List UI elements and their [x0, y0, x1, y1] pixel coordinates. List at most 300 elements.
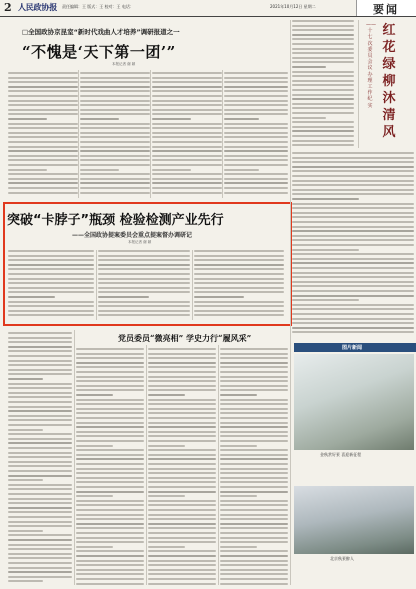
text-line [148, 394, 185, 396]
text-line [76, 431, 144, 433]
text-line [98, 282, 190, 284]
text-line [224, 141, 288, 143]
text-line [224, 95, 288, 97]
text-line [292, 230, 414, 232]
text-line [220, 426, 288, 428]
text-line [194, 250, 284, 252]
text-line [98, 250, 190, 252]
text-line [220, 491, 288, 493]
text-line [148, 486, 216, 488]
text-line [292, 249, 359, 251]
text-line [80, 86, 150, 88]
text-line [8, 498, 72, 500]
text-line [80, 182, 150, 184]
text-line [292, 331, 414, 333]
text-line [80, 118, 119, 120]
text-line [148, 477, 216, 479]
text-line [292, 71, 354, 73]
text-line [152, 132, 222, 134]
text-line [8, 539, 72, 541]
text-line [8, 507, 72, 509]
text-line [224, 150, 288, 152]
text-line [76, 518, 144, 520]
text-line [8, 77, 78, 79]
text-line [292, 126, 354, 128]
text-line [152, 100, 222, 102]
text-line [8, 392, 72, 394]
text-line [194, 255, 284, 257]
text-line [194, 278, 284, 280]
text-line [8, 479, 43, 481]
text-line [152, 123, 222, 125]
text-line [8, 511, 72, 513]
text-line [220, 514, 288, 516]
text-line [148, 500, 216, 502]
text-line [148, 514, 216, 516]
text-line [76, 527, 144, 529]
text-line [224, 86, 288, 88]
text-line [292, 272, 414, 274]
text-line [152, 81, 222, 83]
text-line [224, 90, 288, 92]
text-line [148, 573, 216, 575]
text-line [292, 290, 414, 292]
text-line [152, 155, 222, 157]
text-line [220, 518, 288, 520]
text-line [152, 113, 222, 115]
text-line [76, 481, 144, 483]
text-line [80, 100, 150, 102]
text-line [152, 77, 222, 79]
sidebar-vertical-subtitle: ——十七次委员会议办理工作纪实 [366, 22, 376, 109]
text-line [292, 140, 354, 142]
text-line [224, 109, 288, 111]
text-line [76, 532, 144, 534]
text-line [292, 308, 414, 310]
featured-article-byline: 本报记者 谢 颖 [128, 240, 152, 244]
text-line [8, 419, 72, 421]
text-line [220, 454, 288, 456]
text-line [148, 509, 216, 511]
text-line [8, 259, 94, 261]
column-separator [78, 70, 79, 198]
text-line [220, 449, 288, 451]
text-line [292, 189, 414, 191]
text-line [292, 57, 354, 59]
text-line [152, 136, 222, 138]
text-line [76, 514, 144, 516]
text-line [292, 322, 414, 324]
news-photo-2 [294, 486, 414, 554]
text-line [220, 458, 288, 460]
text-line [220, 541, 288, 543]
text-line [292, 135, 354, 137]
text-line [152, 141, 222, 143]
text-line [292, 117, 326, 119]
text-line [148, 578, 216, 580]
text-line [224, 192, 288, 194]
text-line [8, 475, 72, 477]
text-line [98, 255, 190, 257]
text-line [148, 541, 216, 543]
text-line [292, 239, 414, 241]
text-line [8, 310, 94, 312]
text-line [8, 387, 72, 389]
text-line [224, 132, 288, 134]
text-line [8, 95, 78, 97]
text-line [292, 130, 354, 132]
text-line [148, 491, 216, 493]
text-line [152, 72, 222, 74]
text-line [8, 159, 78, 161]
text-line [224, 155, 288, 157]
text-line [292, 94, 354, 96]
text-line [292, 262, 414, 264]
header-date: 2021年10月12日 星期二 [270, 4, 316, 9]
text-line [80, 90, 150, 92]
column-separator [74, 330, 75, 585]
text-line [224, 118, 259, 120]
text-line [8, 164, 78, 166]
text-line [8, 113, 78, 115]
text-line [148, 422, 216, 424]
text-line [220, 348, 288, 350]
text-line [148, 389, 216, 391]
text-line [80, 127, 150, 129]
text-line [292, 216, 414, 218]
text-line [220, 353, 288, 355]
text-line [152, 164, 222, 166]
text-line [220, 532, 288, 534]
text-line [80, 132, 150, 134]
text-line [292, 313, 414, 315]
text-line [8, 169, 47, 171]
featured-article-subtitle: ——全国政协提案委员会重点提案督办调研记 [72, 232, 193, 239]
text-line [292, 207, 414, 209]
text-line [148, 454, 216, 456]
text-line [8, 123, 78, 125]
text-line [76, 569, 144, 571]
text-line [8, 182, 78, 184]
text-line [80, 155, 150, 157]
text-line [224, 169, 259, 171]
text-line [8, 396, 72, 398]
text-line [220, 555, 288, 557]
text-line [8, 576, 72, 578]
text-line [76, 371, 144, 373]
text-line [224, 159, 288, 161]
text-line [194, 287, 284, 289]
text-line [76, 546, 113, 548]
text-line [220, 366, 288, 368]
section-tab[interactable] [356, 0, 416, 16]
text-line [224, 146, 288, 148]
text-line [292, 267, 414, 269]
text-line [292, 180, 414, 182]
text-line [80, 150, 150, 152]
text-line [292, 84, 354, 86]
text-line [8, 553, 72, 555]
text-line [292, 276, 414, 278]
text-line [8, 452, 72, 454]
text-line [8, 86, 78, 88]
text-line [220, 385, 288, 387]
text-line [8, 424, 72, 426]
text-line [8, 502, 72, 504]
text-line [292, 61, 354, 63]
text-line [76, 509, 144, 511]
text-line [148, 560, 216, 562]
text-line [292, 29, 354, 31]
text-line [76, 477, 144, 479]
text-line [220, 504, 288, 506]
text-line [224, 136, 288, 138]
text-line [292, 20, 354, 22]
text-line [8, 150, 78, 152]
text-line [76, 366, 144, 368]
text-line [76, 555, 144, 557]
text-line [148, 412, 216, 414]
text-line [152, 182, 222, 184]
text-line [98, 310, 190, 312]
text-line [220, 578, 288, 580]
text-line [220, 583, 288, 585]
text-line [220, 509, 288, 511]
text-line [8, 100, 78, 102]
text-line [8, 187, 78, 189]
text-line [76, 399, 144, 401]
text-line [80, 95, 150, 97]
text-line [80, 104, 150, 106]
text-line [220, 569, 288, 571]
text-line [80, 169, 119, 171]
text-line [224, 173, 288, 175]
text-line [8, 72, 78, 74]
text-line [292, 152, 414, 154]
text-line [148, 376, 216, 378]
text-line [76, 472, 144, 474]
text-line [148, 435, 216, 437]
text-line [292, 89, 354, 91]
text-line [98, 264, 190, 266]
text-line [148, 366, 216, 368]
text-line [220, 486, 288, 488]
text-line [152, 192, 222, 194]
text-line [292, 198, 359, 200]
text-line [292, 144, 354, 146]
text-line [8, 470, 72, 472]
text-line [152, 173, 222, 175]
text-line [152, 178, 222, 180]
text-line [8, 118, 47, 120]
text-line [292, 98, 354, 100]
text-line [148, 440, 216, 442]
text-line [148, 458, 216, 460]
text-line [148, 518, 216, 520]
text-line [220, 445, 257, 447]
text-line [148, 583, 216, 585]
text-line [220, 472, 288, 474]
text-line [224, 178, 288, 180]
top-article-kicker: □全国政协京昆室“新时代戏曲人才培养”调研报道之一 [22, 28, 180, 36]
text-line [76, 541, 144, 543]
text-line [8, 264, 94, 266]
text-line [8, 373, 72, 375]
text-line [8, 173, 78, 175]
text-line [292, 25, 354, 27]
text-line [76, 449, 144, 451]
text-line [148, 445, 185, 447]
text-line [76, 394, 113, 396]
text-line [76, 445, 113, 447]
text-line [292, 285, 414, 287]
text-line [194, 264, 284, 266]
text-line [220, 394, 257, 396]
text-line [224, 123, 288, 125]
text-line [80, 146, 150, 148]
text-line [8, 146, 78, 148]
text-line [292, 184, 414, 186]
text-line [8, 332, 72, 334]
text-line [292, 157, 414, 159]
text-line [152, 187, 222, 189]
top-article-title: “不愧是‘天下第一团’” [22, 43, 176, 61]
text-line [148, 472, 216, 474]
text-line [148, 555, 216, 557]
text-line [80, 77, 150, 79]
text-line [76, 523, 144, 525]
text-line [80, 173, 150, 175]
text-line [8, 301, 94, 303]
text-line [292, 80, 354, 82]
text-line [8, 438, 72, 440]
text-line [194, 282, 284, 284]
column-separator [290, 20, 291, 585]
text-line [148, 569, 216, 571]
text-line [76, 357, 144, 359]
text-line [76, 550, 144, 552]
text-line [194, 310, 284, 312]
sidebar-vertical-title: 红花绿柳沐清风 [382, 23, 396, 140]
text-line [8, 155, 78, 157]
column-separator [358, 20, 359, 148]
text-line [148, 449, 216, 451]
text-line [8, 192, 78, 194]
text-line [8, 178, 78, 180]
photo-caption-2: 北京秋景醉人 [330, 556, 354, 561]
text-line [8, 369, 72, 371]
text-line [148, 546, 185, 548]
section-label: 要闻 [373, 3, 399, 16]
text-line [76, 458, 144, 460]
column-separator [192, 250, 193, 320]
text-line [292, 103, 354, 105]
text-line [8, 109, 78, 111]
text-line [292, 203, 414, 205]
masthead-logo: 人民政协报 [18, 2, 57, 12]
text-line [76, 495, 113, 497]
text-line [8, 456, 72, 458]
text-line [292, 121, 354, 123]
text-line [8, 250, 94, 252]
text-line [8, 562, 72, 564]
text-line [148, 353, 216, 355]
text-line [292, 175, 414, 177]
text-line [224, 187, 288, 189]
text-line [148, 527, 216, 529]
text-line [194, 296, 244, 298]
text-line [224, 182, 288, 184]
text-line [224, 72, 288, 74]
text-line [220, 573, 288, 575]
text-line [220, 362, 288, 364]
text-line [152, 86, 222, 88]
text-line [292, 75, 354, 77]
text-line [220, 422, 288, 424]
text-line [148, 362, 216, 364]
text-line [220, 564, 288, 566]
text-line [152, 127, 222, 129]
text-line [224, 81, 288, 83]
text-line [76, 435, 144, 437]
text-line [76, 426, 144, 428]
text-line [148, 481, 216, 483]
text-line [292, 318, 414, 320]
text-line [8, 278, 94, 280]
text-line [148, 426, 216, 428]
text-line [8, 364, 72, 366]
text-line [8, 287, 94, 289]
text-line [292, 43, 354, 45]
text-line [148, 399, 216, 401]
text-line [8, 90, 78, 92]
text-line [220, 403, 288, 405]
text-line [76, 417, 144, 419]
text-line [220, 481, 288, 483]
text-line [76, 408, 144, 410]
text-line [148, 463, 216, 465]
text-line [8, 378, 43, 380]
text-line [8, 493, 72, 495]
text-line [8, 337, 72, 339]
text-line [8, 530, 43, 532]
text-line [8, 355, 72, 357]
text-line [292, 295, 414, 297]
page-number: 2 [4, 1, 12, 14]
text-line [8, 401, 72, 403]
photo-caption-1: 金秋赏好景 喜迎新征程 [320, 452, 362, 457]
column-separator [96, 250, 97, 320]
text-line [76, 380, 144, 382]
text-line [8, 136, 78, 138]
text-line [8, 360, 72, 362]
text-line [220, 440, 288, 442]
text-line [8, 525, 72, 527]
text-line [76, 385, 144, 387]
text-line [8, 81, 78, 83]
text-line [80, 164, 150, 166]
text-line [220, 376, 288, 378]
text-line [76, 491, 144, 493]
text-line [8, 410, 72, 412]
header-meta: 责任编辑：王 版式：王 校对：王 电话： [62, 4, 134, 9]
text-line [148, 357, 216, 359]
text-line [220, 380, 288, 382]
text-line [8, 305, 94, 307]
text-line [8, 104, 78, 106]
text-line [292, 221, 414, 223]
text-line [194, 259, 284, 261]
